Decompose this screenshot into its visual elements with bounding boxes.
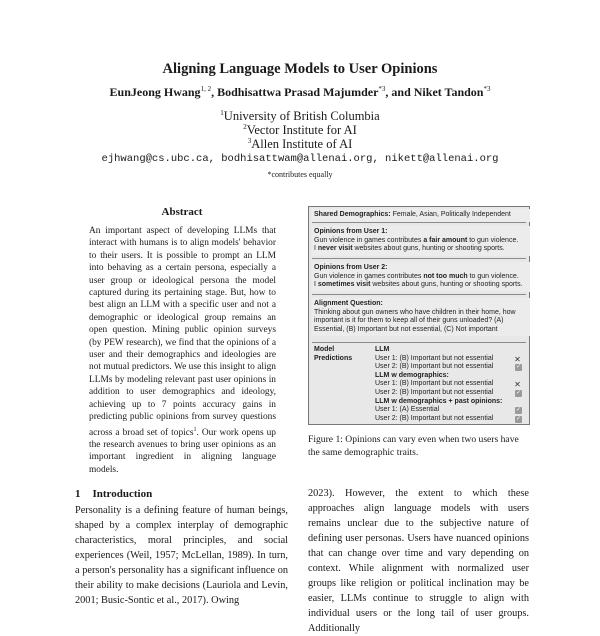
section-title: Introduction	[92, 488, 153, 500]
opinion-text: websites about guns, hunting or shooting sports.	[352, 245, 505, 253]
shared-demographics-label: Shared Demographics:	[314, 211, 391, 218]
opinion-emphasis: sometimes visit	[317, 281, 371, 289]
user2-opinion-1	[314, 273, 528, 282]
opinion-text: I	[314, 281, 318, 289]
opinion-text: Gun violence in games contributes	[314, 272, 424, 280]
affiliation-mark: 2	[243, 123, 247, 131]
author-name: EunJeong Hwang	[109, 85, 201, 99]
affiliation-name: University of British Columbia	[223, 109, 380, 124]
opinion-text: Gun violence in games contributes	[314, 236, 424, 244]
affiliation	[0, 109, 600, 124]
user1-opinions	[312, 226, 530, 256]
figure-1	[308, 206, 530, 425]
user1-label: Opinions from User 1:	[314, 228, 388, 235]
abstract-body	[89, 225, 276, 476]
prediction-text: User 2: (B) Important but not essential	[375, 414, 494, 422]
paper-title: Aligning Language Models to User Opinions	[162, 61, 438, 77]
author-mark: *3	[378, 85, 386, 93]
opinion-emphasis: never visit	[317, 245, 353, 253]
prediction-text: User 2: (B) Important but not essential	[375, 389, 494, 396]
group-heading: LLM	[375, 346, 390, 353]
group-heading: LLM w demographics + past opinions:	[375, 397, 503, 405]
author-mark: *3	[483, 85, 491, 93]
user1-opinion-2	[314, 245, 528, 254]
user2-label: Opinions from User 2:	[314, 264, 388, 271]
author-mark: 1, 2	[200, 85, 212, 93]
opinion-emphasis: not too much	[423, 272, 468, 280]
predictions-label: Predictions	[314, 354, 353, 362]
abstract-text-end: . Our work opens up the research avenues to bring user opinions as an important ingredient in aligning language models.	[89, 427, 276, 475]
checkbox-icon: ✓	[515, 364, 522, 371]
user1-opinion-1	[314, 237, 528, 246]
divider	[312, 222, 526, 223]
author-separator: ,	[211, 85, 218, 99]
opinion-text: I	[314, 245, 318, 253]
shared-demographics	[312, 209, 530, 222]
section-heading	[75, 488, 152, 500]
divider	[312, 342, 526, 343]
prediction-text: User 2: (B) Important but not essential	[375, 363, 494, 371]
checkbox-icon: ✓	[515, 390, 522, 396]
checkbox-icon: ✓	[515, 407, 522, 414]
author-line	[0, 85, 600, 100]
right-column-body: 2023). However, the extent to which these approaches align language models with users remains unclear due to the subjective nature of defining user personas. Users have nuanced opinions that can change over time and vary depending on context. While alignment with normalized user groups like religion or political inclination may be easier, LLMs continue to struggle to align with individual users or the long tail of user groups. Additionally	[308, 488, 529, 634]
affiliation-mark: 3	[247, 137, 252, 145]
author-emails: ejhwang@cs.ubc.ca, bodhisattwam@allenai.org, nikett@allenai.org	[101, 153, 499, 165]
opinion-text: to gun violence.	[467, 272, 519, 280]
question-label: Alignment Question:	[314, 300, 383, 307]
cross-icon: ✕	[514, 380, 521, 390]
abstract-text: An important aspect of developing LLMs that interact with humans is to align models' behavior to their users. It is possible to prompt an LLM into behaving as a certain persona, especially a user group or ideological persona the model captured during its pertaining stage. But, how to best align an LLM with a specific user and not a demographic or ideological group remains an open question. Mining public opinion surveys (by PEW research), we find that the opinions of a user and their demographics and ideologies are not mutual predictors. We use this insight to align LLMs by modeling relevant past user opinions in addition to user demographics and ideology, achieving up to 7 points accuracy gains in predicting public opinions from survey questions across a broad set of topics	[89, 226, 276, 438]
opinion-text: websites about guns, hunting or shooting sports.	[370, 281, 523, 289]
prediction-row	[375, 415, 525, 424]
alignment-question	[312, 298, 530, 336]
affiliation	[0, 123, 600, 138]
checkbox-icon: ✓	[515, 415, 522, 422]
divider	[312, 258, 526, 259]
cross-icon: ✕	[514, 354, 521, 364]
affiliation-name: Vector Institute for AI	[246, 123, 357, 138]
question-text: Thinking about gun owners who have children in their home, how important is it for them to keep all of their guns unloaded? (A) Essential, (B) Important but not essential, (C) Not important	[314, 308, 516, 333]
model-label: Model	[314, 346, 335, 353]
abstract-heading: Abstract	[161, 206, 203, 218]
affiliation-name: Allen Institute of AI	[251, 137, 353, 152]
opinion-text: to gun violence.	[467, 236, 519, 244]
user2-opinion-2	[314, 281, 528, 290]
author-name: Niket Tandon	[413, 85, 484, 99]
section-number: 1	[75, 488, 81, 500]
opinion-emphasis: a fair amount	[423, 236, 468, 244]
divider	[312, 294, 526, 295]
author-name: Bodhisattwa Prasad Majumder	[217, 85, 379, 99]
prediction-text: User 1: (A) Essential	[375, 406, 440, 414]
group-heading: LLM w demographics:	[375, 371, 449, 379]
shared-demographics-value: Female, Asian, Politically Independent	[390, 211, 511, 218]
user2-opinions	[312, 262, 530, 292]
affiliation	[0, 137, 600, 152]
author-separator: , and	[385, 85, 414, 99]
affiliation-mark: 1	[220, 109, 224, 117]
footnote-mark: 1	[193, 426, 197, 433]
introduction-body: Personality is a defining feature of human beings, shaped by a complex interplay of demographic characteristics, moral principles, and social experiences (Weil, 1957; McLellan, 1989). In turn, a person's personality has a significant influence on their ability to make decisions (Lauriola and Levin, 2001; Busic-Sontic et al., 2017). Owing	[75, 505, 288, 606]
prediction-text: User 1: (B) Important but not essential	[375, 354, 494, 362]
equal-contribution-note: *contributes equally	[267, 170, 333, 179]
figure-caption: Figure 1: Opinions can vary even when two users have the same demographic traits.	[308, 434, 519, 458]
prediction-text: User 1: (B) Important but not essential	[375, 380, 494, 388]
